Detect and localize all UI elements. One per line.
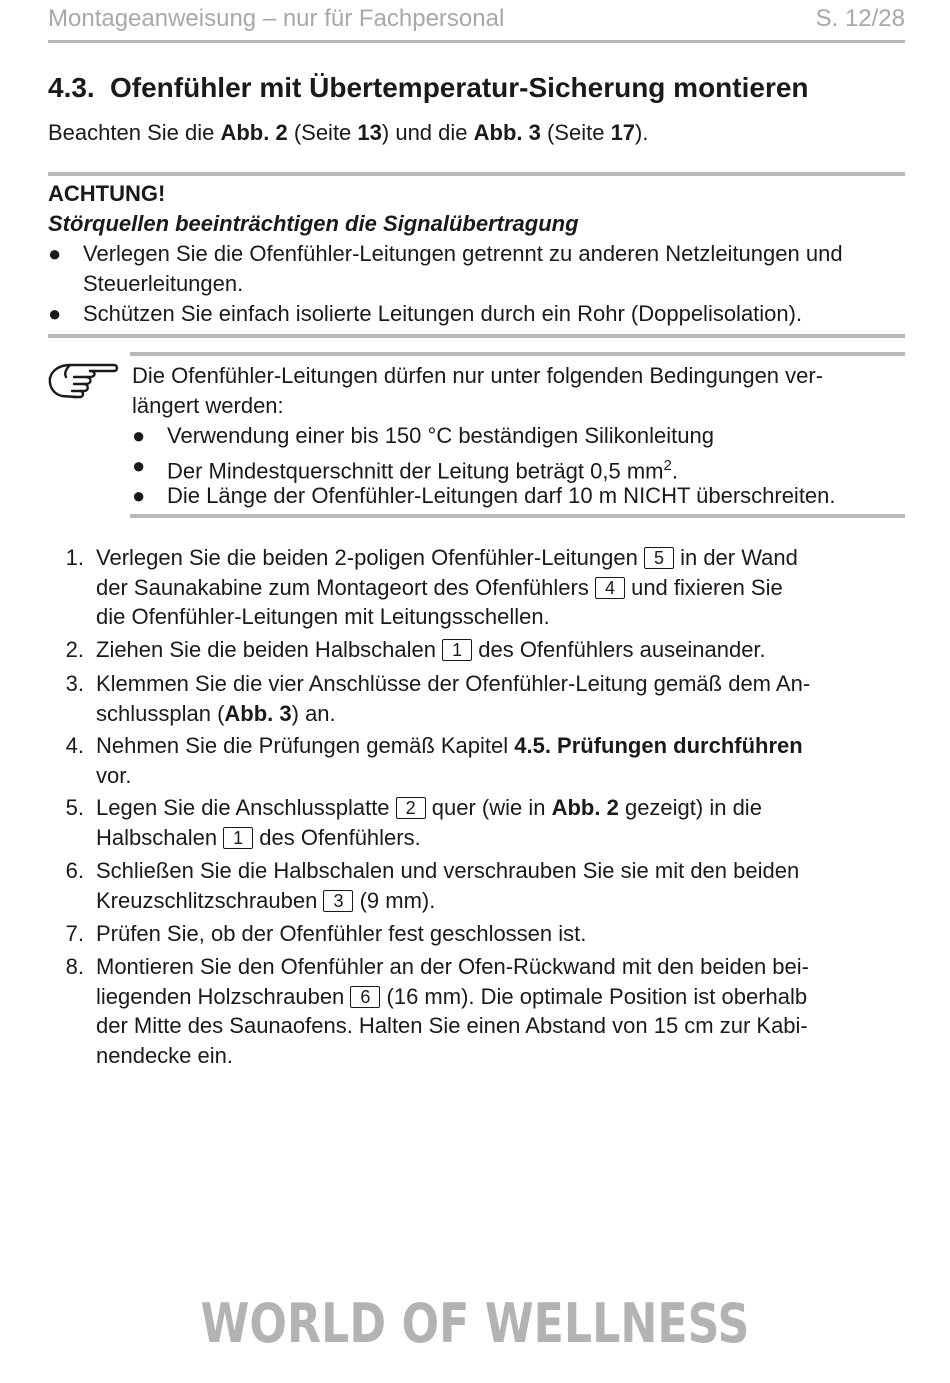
part-number-box: 1 xyxy=(223,827,253,849)
part-number-box: 2 xyxy=(396,797,426,819)
note-intro-line: Die Ofenfühler-Leitungen dürfen nur unter folgenden Bedingungen ver- xyxy=(132,363,824,388)
step-text-part: die Ofenfühler-Leitungen mit Leitungsschellen. xyxy=(96,604,550,629)
step-text-part: in der Wand xyxy=(673,545,798,570)
note-item-text-part: . xyxy=(671,458,678,484)
warning-item-text: Verlegen Sie die Ofenfühler-Leitungen getrennt zu anderen Netzleitungen und Steuerleitungen. xyxy=(83,241,843,296)
step-text-part: Verlegen Sie die beiden 2-poligen Ofenfühler-Leitungen xyxy=(96,545,644,570)
step-text xyxy=(96,919,905,949)
bullet: ● xyxy=(132,453,146,478)
step-number: 1. xyxy=(65,545,84,570)
step-text-part: nendecke ein. xyxy=(96,1042,233,1068)
step-text-part: (16 mm). Die optimale Position ist oberhalb xyxy=(380,983,808,1009)
step-text xyxy=(96,635,905,665)
warning-item-text: Schützen Sie einfach isolierte Leitungen durch ein Rohr (Doppelisolation). xyxy=(83,301,803,326)
step-text xyxy=(96,669,905,728)
part-number-box: 4 xyxy=(595,577,625,599)
intro-text: Beachten Sie die xyxy=(48,120,221,145)
step-text-part: schlussplan ( xyxy=(96,700,225,726)
step-text-part: der Saunakabine zum Montageort des Ofenfühlers xyxy=(96,574,595,600)
pointing-hand-icon xyxy=(46,356,122,402)
note-item-text-part: Der Mindestquerschnitt der Leitung beträgt 0,5 mm xyxy=(167,458,664,484)
step-number: 3. xyxy=(65,671,84,696)
intro-text: (Seite xyxy=(287,120,358,145)
section-title: Ofenfühler mit Übertemperatur-Sicherung montieren xyxy=(110,72,809,103)
step-text-part: Ziehen Sie die beiden Halbschalen xyxy=(96,637,443,662)
intro-paragraph xyxy=(48,120,649,146)
note-intro-line: längert werden: xyxy=(132,393,284,418)
part-number-box: 3 xyxy=(323,890,353,912)
section-heading xyxy=(48,72,809,104)
step-number: 5. xyxy=(65,795,84,820)
brand-logo: WORLD OF WELLNESS xyxy=(200,1292,750,1355)
step-number: 2. xyxy=(65,637,84,662)
figure-reference: Abb. 3 xyxy=(473,120,541,145)
warning-box xyxy=(48,172,905,338)
note-item-text: Verwendung einer bis 150 °C beständigen Silikonleitung xyxy=(167,423,714,448)
document-title: Montageanweisung – nur für Fachpersonal xyxy=(48,5,505,32)
step-number: 6. xyxy=(65,858,84,883)
step-text-part: und fixieren Sie xyxy=(624,574,783,600)
part-number-box: 6 xyxy=(350,986,380,1008)
step-text-part: Montieren Sie den Ofenfühler an der Ofen-Rückwand mit den beiden bei- xyxy=(96,954,809,979)
part-number-box: 5 xyxy=(644,547,674,569)
step-text-part: Nehmen Sie die Prüfungen gemäß Kapitel xyxy=(96,733,515,758)
step-text-part: gezeigt) in die xyxy=(618,795,762,820)
step-text-part: (9 mm). xyxy=(353,887,436,913)
step-text xyxy=(96,543,905,632)
section-number: 4.3. xyxy=(48,72,95,103)
note-intro xyxy=(132,361,905,421)
page-reference: 17 xyxy=(610,120,636,145)
bullet: ● xyxy=(48,301,62,326)
bullet: ● xyxy=(48,241,62,266)
step-text-part: Legen Sie die Anschlussplatte xyxy=(96,795,396,820)
step-text xyxy=(96,952,905,1070)
step-number: 4. xyxy=(65,733,84,758)
figure-reference: Abb. 2 xyxy=(220,120,288,145)
warning-subtitle: Störquellen beeinträchtigen die Signalübertragung xyxy=(48,211,579,236)
part-number-box: 1 xyxy=(442,639,472,661)
step-text-part: Schließen Sie die Halbschalen und verschrauben Sie sie mit den beiden xyxy=(96,858,800,883)
note-item-text: Die Länge der Ofenfühler-Leitungen darf 10 m NICHT überschreiten. xyxy=(167,483,836,508)
note-box xyxy=(130,352,905,518)
page-number: S. 12/28 xyxy=(815,5,905,32)
step-text-part: Halbschalen xyxy=(96,824,224,850)
step-text-part: der Mitte des Saunaofens. Halten Sie einen Abstand von 15 cm zur Kabi- xyxy=(96,1013,808,1038)
step-text-part: des Ofenfühlers auseinander. xyxy=(472,637,766,662)
step-text-part: Klemmen Sie die vier Anschlüsse der Ofenfühler-Leitung gemäß dem An- xyxy=(96,671,811,696)
step-text-part: Kreuzschlitzschrauben xyxy=(96,887,324,913)
step-text xyxy=(96,856,905,915)
figure-reference: Abb. 2 xyxy=(551,795,619,820)
step-text-part: des Ofenfühlers. xyxy=(253,824,421,850)
chapter-reference: 4.5. Prüfungen durchführen xyxy=(514,733,803,758)
superscript: 2 xyxy=(663,457,672,474)
step-number: 7. xyxy=(65,921,84,946)
step-text-part: vor. xyxy=(96,762,132,788)
step-text-part: liegenden Holzschrauben xyxy=(96,983,351,1009)
warning-title: ACHTUNG! xyxy=(48,181,166,206)
step-number: 8. xyxy=(65,954,84,979)
step-text-part: ) an. xyxy=(291,700,336,726)
figure-reference: Abb. 3 xyxy=(224,700,292,726)
intro-text: ) und die xyxy=(381,120,474,145)
step-text-part: Prüfen Sie, ob der Ofenfühler fest geschlossen ist. xyxy=(96,921,587,946)
page-header xyxy=(48,2,905,43)
intro-text: ). xyxy=(635,120,649,145)
step-text-part: quer (wie in xyxy=(425,795,552,820)
step-text xyxy=(96,793,905,852)
intro-text: (Seite xyxy=(540,120,611,145)
bullet: ● xyxy=(132,483,146,508)
page-reference: 13 xyxy=(357,120,382,145)
bullet: ● xyxy=(132,423,146,448)
step-text xyxy=(96,731,905,790)
